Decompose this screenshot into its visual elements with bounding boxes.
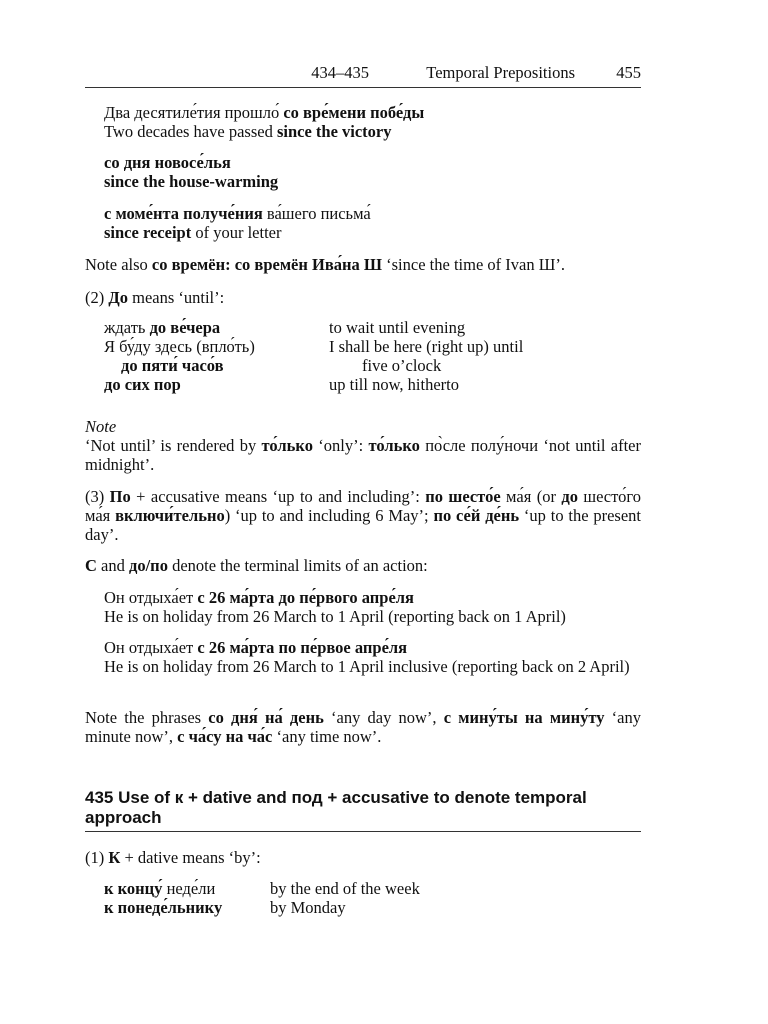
russian-bold: до ве́чера (149, 318, 221, 337)
note-also-paragraph (85, 255, 641, 274)
russian-bold: с моме́нта получе́ния (104, 204, 263, 223)
page-number: 455 (616, 63, 641, 82)
text: ‘only’: (312, 436, 369, 455)
russian-bold: со дня новосе́лья (104, 153, 231, 172)
example-holiday-until (104, 588, 641, 626)
russian-text: Два десятиле́тия прошло́ (104, 103, 284, 122)
running-title: Temporal Prepositions (426, 63, 575, 82)
text: denote the terminal limits of an action: (167, 556, 428, 575)
bold-text: По (109, 487, 131, 506)
do-examples-table (104, 318, 641, 394)
text: ‘any day now’, (323, 708, 444, 727)
bold-text: то́лько (368, 436, 420, 455)
text: по̀сле полу́ночи ‘not until after midnight’. (85, 436, 641, 474)
english-translation: He is on holiday from 26 March to 1 April (reporting back on 1 April) (104, 607, 566, 626)
bold-text: с мину́ты на мину́ту (443, 708, 605, 727)
item-number: (2) (85, 288, 109, 307)
english-gloss: by the end of the week (270, 879, 420, 898)
bold-text: с ча́су на ча́с (177, 727, 273, 746)
bold-text: до/по (129, 556, 168, 575)
note-label: Note (85, 417, 117, 436)
english-gloss: up till now, hitherto (329, 375, 460, 394)
bold-text: по се́й де́нь (433, 506, 520, 525)
text: + dative means ‘by’: (120, 848, 261, 867)
k-examples-table (104, 879, 641, 917)
russian-text: ждать (104, 318, 150, 337)
text: and (96, 556, 129, 575)
do-intro (85, 288, 641, 307)
running-header (85, 60, 641, 88)
example-receipt (104, 204, 641, 242)
text: ма́я (or (500, 487, 562, 506)
bold-text: включи́тельно (115, 506, 225, 525)
bold-text: К (108, 848, 121, 867)
text: шесто́го ма́я (85, 487, 641, 525)
table-row (104, 898, 641, 917)
english-gloss: five o’clock (362, 356, 442, 375)
po-paragraph (85, 487, 641, 544)
bold-text: со времён: со времён Ива́на Ш (151, 255, 383, 274)
example-house-warming (104, 153, 641, 191)
english-bold: since receipt (104, 223, 192, 242)
section-heading: 435 Use of к + dative and под + accusative to denote temporal approach (85, 788, 641, 832)
russian-text: Он отдыха́ет (104, 588, 198, 607)
item-number: (3) (85, 487, 110, 506)
russian-text: неде́ли (162, 879, 216, 898)
russian-bold: со вре́мени побе́ды (283, 103, 425, 122)
russian-bold: к концу́ (104, 879, 163, 898)
russian-text: Я бу́ду здесь (впло́ть) (104, 337, 255, 356)
table-row (104, 356, 641, 375)
russian-text: Он отдыха́ет (104, 638, 198, 657)
table-row (104, 879, 641, 898)
russian-bold: до пяти́ часо́в (121, 356, 224, 375)
section-range: 434–435 (311, 63, 369, 82)
bold-text: до (561, 487, 578, 506)
text: ‘any minute now’, (85, 708, 641, 746)
english-bold: since the house-warming (104, 172, 279, 191)
bold-text: со дня́ на́ день (208, 708, 324, 727)
text: + accusative means ‘up to and including’: (130, 487, 426, 506)
text: means ‘until’: (127, 288, 225, 307)
text: ‘any time now’. (272, 727, 382, 746)
table-row (104, 337, 641, 356)
note-block (85, 417, 641, 474)
text: Note the phrases (85, 708, 209, 727)
russian-bold: до сих пор (104, 375, 181, 394)
english-gloss: by Monday (270, 898, 346, 917)
example-victory (104, 103, 641, 141)
bold-text: До (108, 288, 128, 307)
text: ) ‘up to and including 6 May’; (224, 506, 434, 525)
bold-text: по шесто́е (425, 487, 501, 506)
item-number: (1) (85, 848, 109, 867)
bold-text: то́лько (261, 436, 313, 455)
russian-bold: с 26 ма́рта по пе́рвое апре́ля (197, 638, 408, 657)
text: ‘up to the present day’. (85, 506, 642, 544)
russian-bold: с 26 ма́рта до пе́рвого апре́ля (197, 588, 414, 607)
english-text: Two decades have passed (104, 122, 277, 141)
english-gloss: I shall be here (right up) until (329, 337, 524, 356)
bold-text: С (85, 556, 97, 575)
english-translation: He is on holiday from 26 March to 1 April inclusive (reporting back on 2 April) (104, 657, 630, 676)
example-english (104, 122, 641, 141)
text: ‘Not until’ is rendered by (85, 436, 262, 455)
limits-paragraph (85, 556, 641, 575)
english-text: of your letter (191, 223, 282, 242)
table-row (104, 318, 641, 337)
phrases-paragraph (85, 708, 641, 746)
russian-text: ва́шего письма́ (262, 204, 371, 223)
english-bold: since the victory (276, 122, 392, 141)
text: Note also (85, 255, 152, 274)
russian-bold: к понеде́льнику (104, 898, 223, 917)
english-gloss: to wait until evening (329, 318, 466, 337)
table-row (104, 375, 641, 394)
text: ‘since the time of Ivan Ш’. (382, 255, 565, 274)
k-intro (85, 848, 641, 867)
example-russian (104, 103, 641, 122)
example-holiday-inclusive (104, 638, 641, 676)
